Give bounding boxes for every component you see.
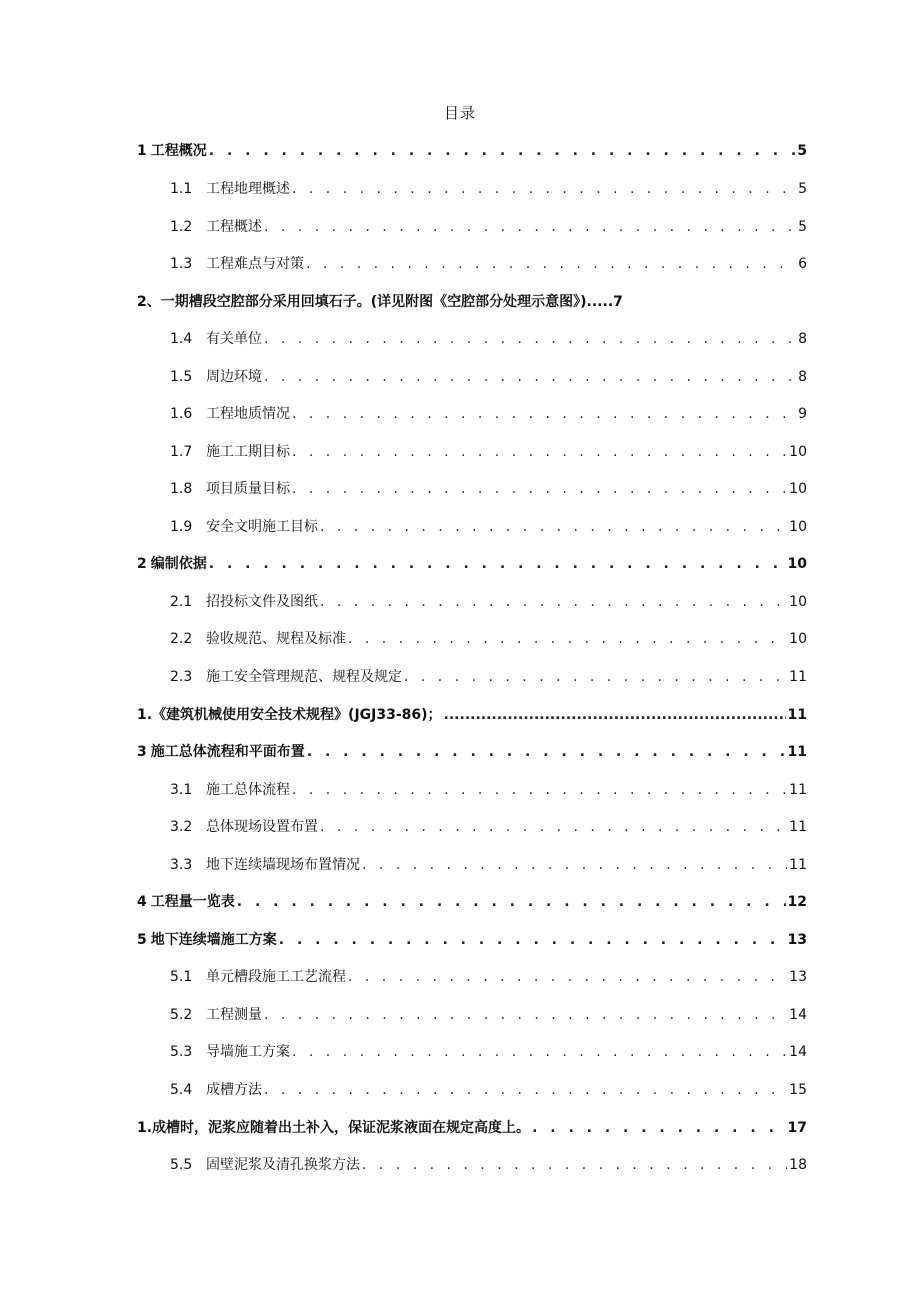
toc-dot-leader <box>307 741 786 763</box>
toc-dot-leader <box>264 1004 787 1026</box>
toc-dot-leader <box>292 441 787 463</box>
toc-entry-title: 周边环境 <box>206 369 262 385</box>
toc-entry[interactable] <box>137 929 807 951</box>
toc-dot-leader <box>264 328 796 350</box>
toc-entry-number: 2.3 <box>170 669 193 685</box>
toc-dot-leader <box>320 591 787 613</box>
toc-dot-leader <box>404 666 787 688</box>
toc-entry[interactable] <box>170 779 807 801</box>
toc-entry-number: 1.3 <box>170 256 193 272</box>
toc-entry[interactable] <box>170 1041 807 1063</box>
toc-entry-title: 《建筑机械使用安全技术规程》(JGJ33-86)； <box>152 707 442 723</box>
toc-dot-leader <box>348 628 787 650</box>
toc-dot-leader <box>209 553 786 575</box>
toc-entry-title: 工程量一览表 <box>150 894 235 910</box>
toc-entry-number: 1.8 <box>170 481 193 497</box>
toc-entry-page: 10 <box>787 556 807 572</box>
toc-entry-page: 5 <box>798 181 807 197</box>
toc-entry-page: 11 <box>787 744 807 760</box>
toc-dot-leader <box>292 478 787 500</box>
toc-entry-title: 施工工期目标 <box>206 444 290 460</box>
toc-entry-number: 1.6 <box>170 406 193 422</box>
toc-dot-leader <box>264 216 796 238</box>
toc-entry[interactable] <box>170 816 807 838</box>
toc-entry-page: 11 <box>789 857 807 873</box>
toc-entry-number: 5 <box>137 932 147 948</box>
toc-entry-number: 3.3 <box>170 857 193 873</box>
toc-entry[interactable] <box>170 441 807 463</box>
toc-dot-leader <box>362 854 787 876</box>
toc-dot-leader <box>348 966 787 988</box>
toc-entry[interactable] <box>170 516 807 538</box>
toc-entry-number: 1 <box>137 143 147 159</box>
toc-entry-number: 1.2 <box>170 219 193 235</box>
toc-title: 目录 <box>443 104 476 122</box>
toc-entry[interactable] <box>170 328 807 350</box>
toc-dot-leader <box>306 253 796 275</box>
toc-entry-title: 施工总体流程和平面布置 <box>150 744 305 760</box>
toc-entry-page: 15 <box>789 1082 807 1098</box>
toc-dot-leader <box>292 403 796 425</box>
toc-entry[interactable] <box>170 366 807 388</box>
toc-entry[interactable] <box>170 1154 807 1176</box>
toc-entry-page: 10 <box>789 519 807 535</box>
toc-dot-leader <box>292 178 796 200</box>
toc-entry-page: 10 <box>789 481 807 497</box>
toc-entry-page: 13 <box>789 969 807 985</box>
toc-entry[interactable] <box>170 253 807 275</box>
toc-entry-page: 8 <box>798 331 807 347</box>
toc-entry-page: 11 <box>789 819 807 835</box>
toc-entry-title: 工程难点与对策 <box>206 256 304 272</box>
toc-entry-number: 5.4 <box>170 1082 193 1098</box>
toc-entry-page: 11 <box>789 669 807 685</box>
toc-entry-page: 11 <box>789 782 807 798</box>
toc-entry-title: 施工安全管理规范、规程及规定 <box>206 669 402 685</box>
toc-entry-number: 1. <box>137 707 153 723</box>
toc-entry-title: 工程地质情况 <box>206 406 290 422</box>
toc-entry[interactable] <box>137 553 807 575</box>
toc-entry[interactable] <box>170 1079 807 1101</box>
toc-entry-title: 验收规范、规程及标准 <box>206 631 346 647</box>
toc-dot-leader <box>292 779 787 801</box>
toc-entry-page: 8 <box>798 369 807 385</box>
toc-dot-leader <box>237 891 786 913</box>
toc-entry-number: 3 <box>137 744 147 760</box>
toc-dot-leader <box>444 704 786 726</box>
toc-entry[interactable] <box>170 854 807 876</box>
toc-entry-title: 固壁泥浆及清孔换浆方法 <box>206 1157 360 1173</box>
toc-entry-page: 10 <box>789 594 807 610</box>
toc-entry[interactable] <box>170 478 807 500</box>
toc-entry-title: 施工总体流程 <box>206 782 290 798</box>
toc-dot-leader <box>279 929 786 951</box>
toc-entry-number: 2、 <box>137 294 161 310</box>
toc-dot-leader <box>362 1154 787 1176</box>
toc-entry-title: 工程概述 <box>206 219 262 235</box>
toc-entry-page: 13 <box>787 932 807 948</box>
toc-dot-leader <box>209 140 796 162</box>
toc-entry-page: 14 <box>789 1007 807 1023</box>
toc-entry-title: 项目质量目标 <box>206 481 290 497</box>
toc-entry-title: 单元槽段施工工艺流程 <box>206 969 346 985</box>
toc-entry-page: 11 <box>787 707 807 723</box>
toc-dot-leader <box>264 366 796 388</box>
toc-entry-number: 1. <box>137 1120 153 1136</box>
toc-entry-title: 成槽时，泥浆应随着出土补入，保证泥浆液面在规定高度上。 <box>152 1120 531 1136</box>
toc-entry-title: 工程测量 <box>206 1007 262 1023</box>
toc-entry-number: 5.1 <box>170 969 193 985</box>
toc-entry-number: 5.5 <box>170 1157 193 1173</box>
toc-entry-page: 5 <box>798 219 807 235</box>
toc-entry-number: 1.4 <box>170 331 193 347</box>
toc-entry[interactable] <box>170 216 807 238</box>
toc-entry[interactable] <box>170 1004 807 1026</box>
toc-entry-page: .....7 <box>586 294 623 310</box>
toc-entry-title: 总体现场设置布置 <box>206 819 318 835</box>
toc-entry-title: 工程概况 <box>150 143 207 159</box>
toc-entry[interactable] <box>137 891 807 913</box>
toc-entry-title: 招投标文件及图纸 <box>206 594 318 610</box>
toc-dot-leader <box>320 516 787 538</box>
toc-entry-page: 10 <box>789 631 807 647</box>
toc-dot-leader <box>320 816 787 838</box>
toc-entry[interactable] <box>137 704 807 726</box>
toc-entry-number: 5.3 <box>170 1044 193 1060</box>
toc-entry-page: 9 <box>798 406 807 422</box>
toc-entry-title: 有关单位 <box>206 331 262 347</box>
toc-entry-number: 2.2 <box>170 631 193 647</box>
toc-entry-title: 编制依据 <box>150 556 207 572</box>
toc-entry-number: 1.5 <box>170 369 193 385</box>
toc-entry-page: 6 <box>798 256 807 272</box>
toc-entry[interactable] <box>137 291 623 313</box>
toc-entry[interactable] <box>137 140 807 162</box>
toc-entry-number: 2.1 <box>170 594 193 610</box>
toc-entry[interactable] <box>170 966 807 988</box>
toc-entry-page: 5 <box>797 143 807 159</box>
toc-entry-number: 5.2 <box>170 1007 193 1023</box>
toc-entry-title: 地下连续墙施工方案 <box>150 932 277 948</box>
toc-entry-number: 1.7 <box>170 444 193 460</box>
toc-entry-title: 地下连续墙现场布置情况 <box>206 857 360 873</box>
toc-entry[interactable] <box>137 741 807 763</box>
toc-entry-number: 4 <box>137 894 147 910</box>
toc-entry[interactable] <box>170 591 807 613</box>
toc-dot-leader <box>264 1079 787 1101</box>
toc-entry-number: 1.1 <box>170 181 193 197</box>
toc-entry[interactable] <box>170 628 807 650</box>
toc-entry-number: 2 <box>137 556 147 572</box>
toc-entry-page: 14 <box>789 1044 807 1060</box>
toc-entry[interactable] <box>170 403 807 425</box>
toc-entry[interactable] <box>170 178 807 200</box>
toc-entry[interactable] <box>137 1117 807 1139</box>
toc-dot-leader <box>532 1117 785 1139</box>
toc-entry-number: 3.2 <box>170 819 193 835</box>
toc-entry-title: 一期槽段空腔部分采用回填石子。(详见附图《空腔部分处理示意图》) <box>160 294 587 310</box>
toc-entry[interactable] <box>170 666 807 688</box>
toc-entry-title: 成槽方法 <box>206 1082 262 1098</box>
toc-entry-page: 10 <box>789 444 807 460</box>
toc-dot-leader <box>292 1041 787 1063</box>
toc-entry-title: 导墙施工方案 <box>206 1044 290 1060</box>
toc-entry-title: 工程地理概述 <box>206 181 290 197</box>
toc-entry-title: 安全文明施工目标 <box>206 519 318 535</box>
toc-entry-page: 18 <box>789 1157 807 1173</box>
toc-entry-number: 1.9 <box>170 519 193 535</box>
toc-entry-page: 17 <box>787 1120 807 1136</box>
toc-entry-page: 12 <box>787 894 807 910</box>
toc-entry-number: 3.1 <box>170 782 193 798</box>
